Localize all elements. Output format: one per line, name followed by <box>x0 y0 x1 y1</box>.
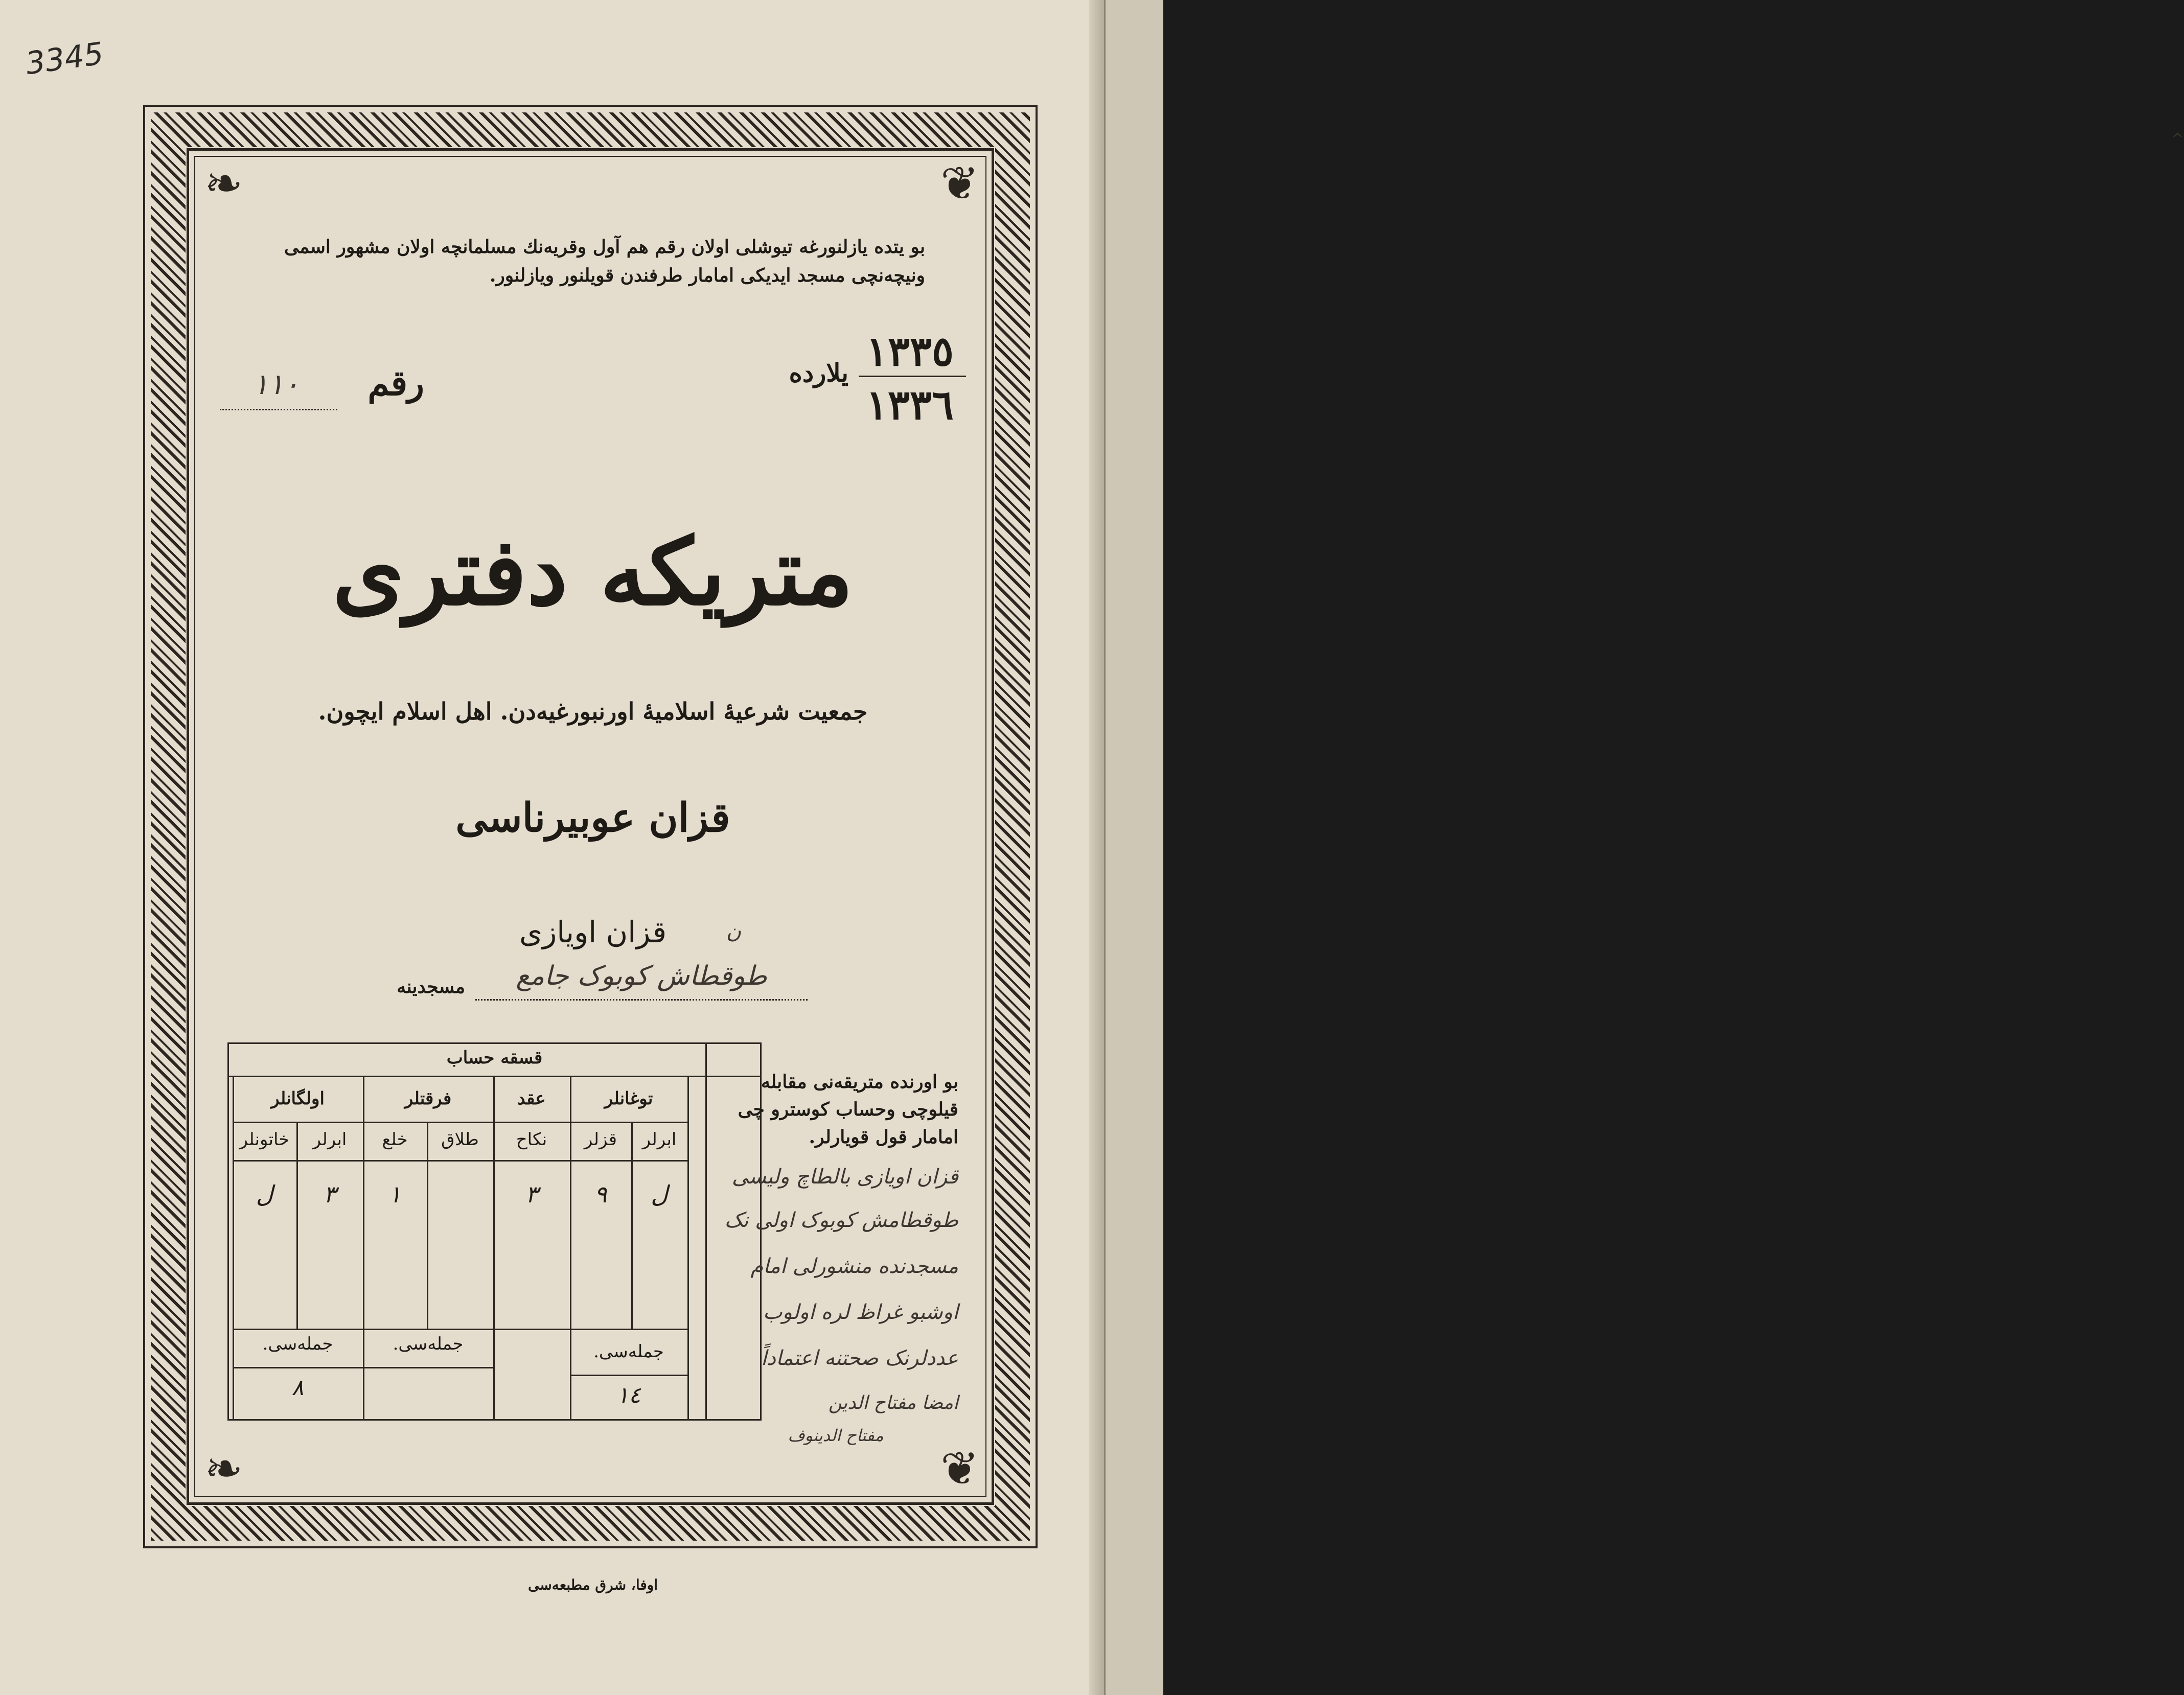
certification-line: طوقطامش کوبوک اولى نک <box>724 1209 958 1232</box>
number-label: رقم <box>367 363 424 404</box>
certification-divider <box>705 1042 707 1421</box>
group-header-deaths: اولگانلر <box>271 1088 325 1109</box>
table-vrule <box>493 1076 495 1421</box>
page-fold <box>1089 0 1104 1695</box>
table-vrule <box>631 1122 633 1329</box>
certification-line: قزان اويازى بالطاچ وليسى <box>731 1165 958 1189</box>
group-header-divorce: فرقتلر <box>404 1088 452 1109</box>
table-rule <box>233 1160 687 1162</box>
certification-printed: بو اورنده متريقه‌نى مقابله قيلوچى وحساب كوسترو چى امامار قول قويارلر. <box>738 1071 958 1148</box>
table-vrule <box>363 1076 364 1421</box>
issuer-line: جمعيت شرعيهٔ اسلاميهٔ اورنبورغيه‌دن. اهل اسلام ايچون. <box>318 698 868 725</box>
archive-number: 3345 <box>23 35 106 82</box>
table-rule <box>570 1375 687 1376</box>
year-top: ١٣٣٥ <box>866 327 954 375</box>
adjacent-page-mark: ^ <box>2171 130 2184 148</box>
value-deaths-women: ل <box>256 1180 273 1208</box>
group-header-marriage: عقد <box>517 1088 546 1109</box>
adjacent-page <box>1104 0 2184 1695</box>
table-rule <box>233 1329 687 1330</box>
value-khul: ١ <box>388 1180 401 1208</box>
value-births-boys: ل <box>651 1180 668 1208</box>
district-label: قزان عوبيرناسى <box>455 795 730 841</box>
total-deaths: ٨ <box>291 1375 304 1401</box>
total-label-divorce: جمله‌سى. <box>393 1334 464 1354</box>
uyezd-label: قزان اويازى <box>519 915 667 949</box>
number-underline <box>220 409 337 410</box>
table-vrule <box>570 1076 571 1421</box>
col-deaths-women: خاتونلر <box>239 1129 290 1150</box>
table-vrule <box>296 1122 298 1329</box>
fleur-corner-icon: ❧ <box>204 1442 243 1496</box>
document-title: متريكه دفترى <box>332 518 854 626</box>
col-deaths-men: ابرلر <box>312 1129 347 1150</box>
year-suffix: يلارده <box>789 358 848 388</box>
summary-table-title: قسقه حساب <box>446 1048 543 1068</box>
fleur-corner-icon: ❦ <box>940 1442 979 1496</box>
certification-signature: مفتاح الدينوف <box>788 1426 884 1445</box>
table-rule <box>233 1122 687 1123</box>
certification-line: مسجدنده منشورلى امام <box>750 1255 958 1278</box>
printer-credit: اوفا، شرق مطبعه‌سى <box>527 1576 658 1593</box>
header-notice: بو يتده يازلنورغه تيوشلى اولان رقم هم آول وقريه‌نك مسلمانچه اولان مشهور اسمى ونيچه‌نچى مسجد ايديكى امامار طرفندن قويلنور ويازلنور. <box>284 236 925 286</box>
certification-line: عددلرنک صحتنه اعتماداً <box>761 1346 958 1370</box>
total-label-births: جمله‌سى. <box>593 1341 664 1362</box>
uyezd-prefix: ن <box>726 920 741 943</box>
table-vrule <box>427 1122 428 1329</box>
table-vrule <box>687 1076 689 1421</box>
year-bottom: ١٣٣٦ <box>866 381 954 429</box>
total-label-deaths: جمله‌سى. <box>262 1334 333 1354</box>
certification-signature: امضا مفتاح الدين <box>828 1392 958 1413</box>
value-births-girls: ٩ <box>594 1180 607 1208</box>
col-nikah: نكاح <box>516 1129 547 1150</box>
fleur-corner-icon: ❧ <box>204 157 243 211</box>
mosque-handwritten: طوقطاش کوبوک جامع <box>516 961 767 991</box>
value-deaths-men: ٣ <box>323 1180 336 1208</box>
group-header-births: توغانلر <box>604 1088 653 1109</box>
col-khul: خلع <box>382 1129 408 1150</box>
fleur-corner-icon: ❦ <box>940 157 979 211</box>
col-talaq: طلاق <box>441 1129 479 1150</box>
table-vrule <box>233 1076 234 1421</box>
year-divider <box>859 376 966 377</box>
total-births: ١٤ <box>616 1382 641 1408</box>
col-births-boys: ابرلر <box>642 1129 677 1150</box>
number-value: ١١٠ <box>252 368 300 401</box>
certification-line: اوشبو غراظ لره اولوب <box>763 1301 958 1324</box>
col-births-girls: قزلر <box>584 1129 617 1150</box>
value-nikah: ٣ <box>525 1180 538 1208</box>
mosque-underline <box>475 999 808 1001</box>
mosque-label: مسجدينه <box>397 976 465 997</box>
